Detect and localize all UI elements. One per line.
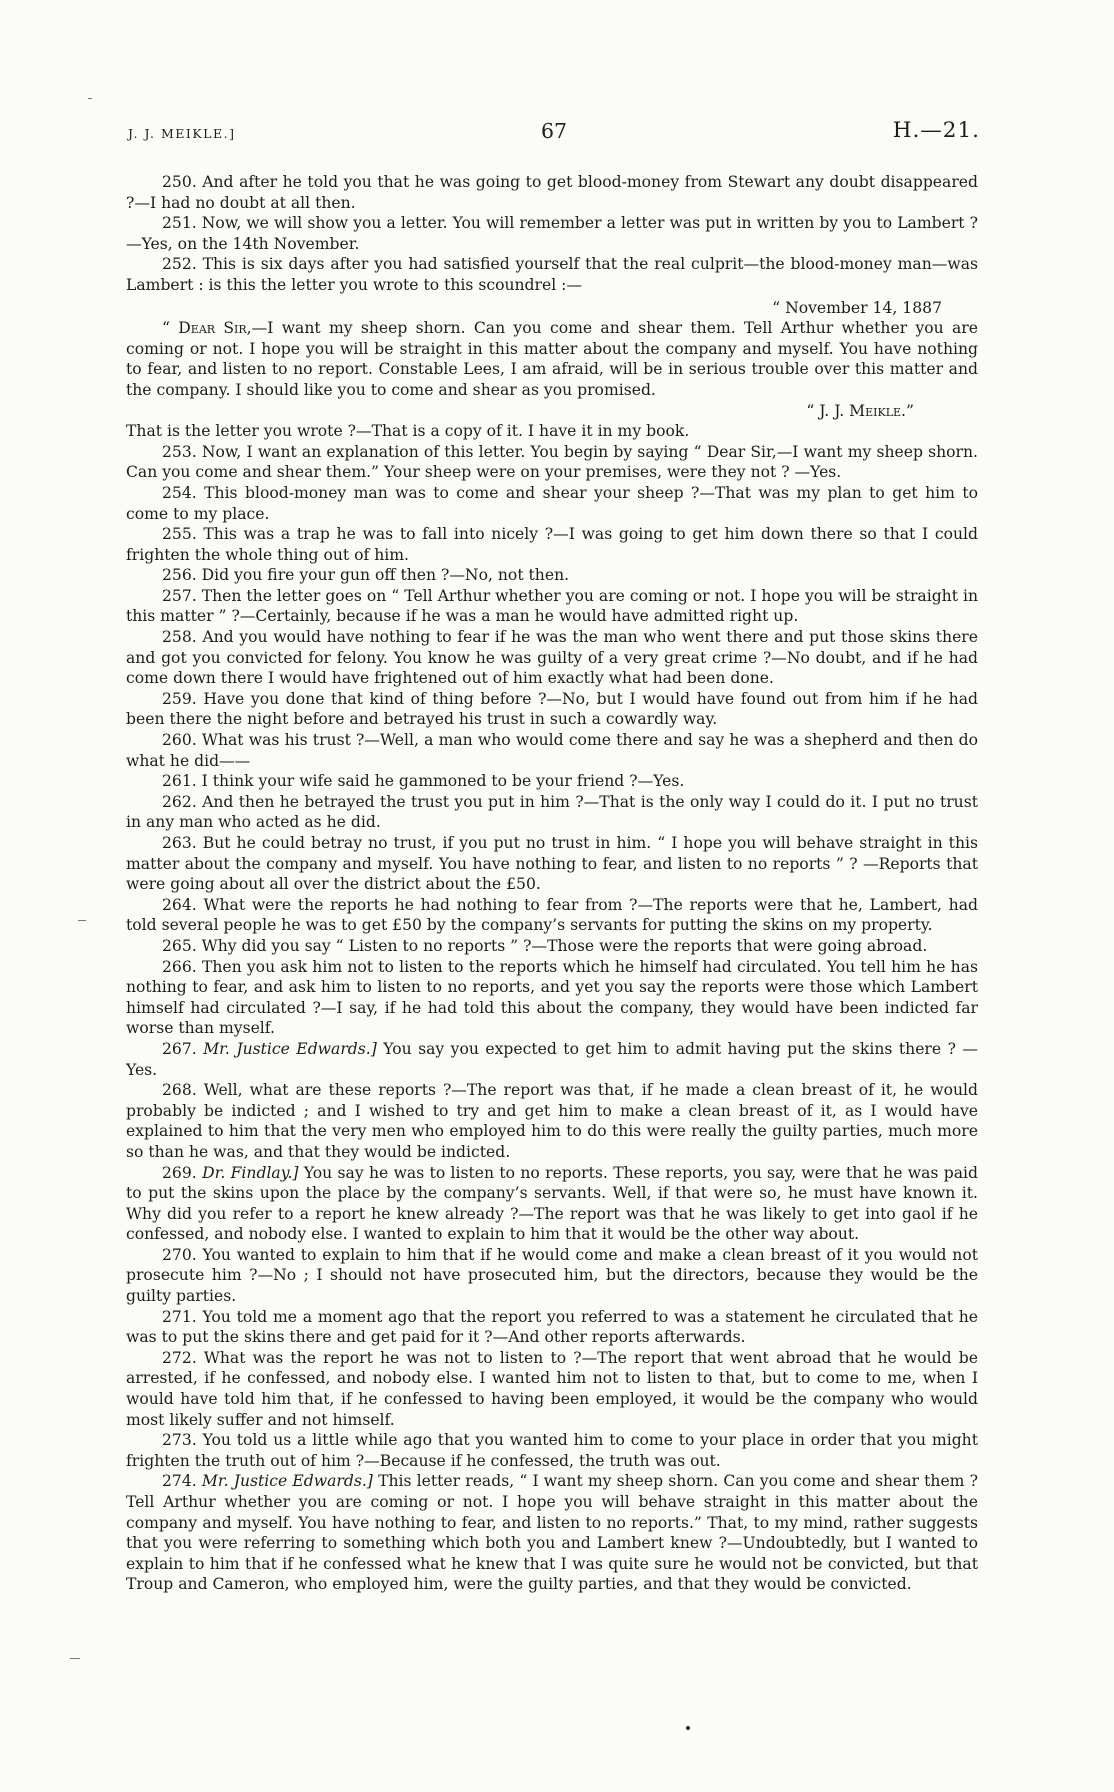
- paragraph-255: 255. This was a trap he was to fall into nicely ?—I was going to get him down there so that I could frighten the whole thing out of him.: [126, 525, 978, 564]
- page-number: 67: [540, 119, 568, 143]
- header-witness-name: J. J. MEIKLE.]: [128, 126, 236, 141]
- speaker-name: Mr. Justice Edwards.]: [201, 1472, 373, 1491]
- paragraph-letter-answer: That is the letter you wrote ?—That is a copy of it. I have it in my book.: [126, 422, 690, 441]
- paragraph-252: 252. This is six days after you had satisfied yourself that the real culprit—the blood-money man—was Lambert : is this the letter you wrote to this scoundrel :—: [126, 255, 978, 294]
- paragraph-267: [126, 1039, 978, 1080]
- margin-speck: [78, 920, 86, 921]
- speaker-name: Mr. Justice Edwards.]: [203, 1039, 377, 1058]
- speaker-name: Dr. Findlay.]: [202, 1163, 299, 1182]
- transcript-body: [126, 172, 978, 1595]
- paragraph-257: 257. Then the letter goes on “ Tell Arthur whether you are coming or not. I hope you will be straight in this matter ” ?—Certainly, because if he was a man he would have admitted right up.: [126, 586, 978, 626]
- paragraph-text: This letter reads, “ I want my sheep shorn. Can you come and shear them ? Tell Arthur whether you are coming or not. I hope you will behave straight in this matter about the company and myself. You have nothing to fear, and listen to no reports.” That, to my mind, rather suggests that you were referring to something which both you and Lambert knew ?—Undoubtedly, but I wanted to explain to him that if he confessed what he knew that I was quite sure he would not be convicted, but that Troup and Cameron, who employed him, were the guilty parties, and that they would be convicted.: [126, 1472, 978, 1594]
- paragraph-271: 271. You told me a moment ago that the report you referred to was a statement he circulated that he was to put the skins there and get paid for it ?—And other reports afterwards.: [126, 1307, 978, 1347]
- question-number: 274.: [162, 1472, 197, 1491]
- margin-speck: [70, 1658, 80, 1659]
- paragraph-270: 270. You wanted to explain to him that if he would come and make a clean breast of it you would not prosecute him ?—No ; I should not have prosecuted him, but the directors, because they would be the guilty parties.: [126, 1245, 978, 1306]
- letter-signature: [126, 401, 978, 422]
- paragraph-258: 258. And you would have nothing to fear if he was the man who went there and put those skins there and got you convicted for felony. You know he was guilty of a very great crime ?—No doubt, and if he had come down there I would have frightened out of him exactly what had been done.: [126, 628, 978, 688]
- paragraph-253: 253. Now, I want an explanation of this letter. You begin by saying “ Dear Sir,—I want my sheep shorn. Can you come and shear them.” Your sheep were on your premises, were they not ? —Yes.: [126, 442, 978, 482]
- paragraph-text: You say you expected to get him to admit having put the skins there ? —Yes.: [126, 1039, 978, 1079]
- document-reference: H.—21.: [892, 118, 980, 143]
- paragraph-text: You say he was to listen to no reports. These reports, you say, were that he was paid to put the skins upon the place by the company’s servants. Well, if that were so, he must have known it. Why did you refer to a report he knew already ?—The report was that he was likely to get into gaol if he confessed, and nobody else. I wanted to explain to him that it would be the other way about.: [126, 1163, 978, 1244]
- paragraph-263: 263. But he could betray no trust, if you put no trust in him. “ I hope you will behave straight in this matter about the company and myself. You have nothing to fear, and listen to no reports ” ? —Reports that were going about all over the district about the £50.: [126, 834, 978, 894]
- paragraph-261: 261. I think your wife said he gammoned to be your friend ?—Yes.: [162, 772, 685, 791]
- paragraph-264: 264. What were the reports he had nothing to fear from ?—The reports were that he, Lambert, had told several people he was to get £50 by the company’s servants for putting the skins on my property.: [126, 895, 978, 935]
- paragraph-251: 251. Now, we will show you a letter. You will remember a letter was put in written by you to Lambert ?—Yes, on the 14th November.: [126, 214, 978, 253]
- paragraph-268: 268. Well, what are these reports ?—The report was that, if he made a clean breast of it, he would probably be indicted ; and I wished to try and get him to make a clean breast of it, as I would have explained to him that the very men who employed him to do this were really the guilty parties, much more so than he was, and that they would be indicted.: [126, 1081, 978, 1161]
- paragraph-272: 272. What was the report he was not to listen to ?—The report that went abroad that he would be arrested, if he confessed, and nobody else. I wanted him not to listen to that, but to come to me, when I would have told him that, if he confessed to having been employed, it would be the company who would most likely suffer and not himself.: [126, 1348, 978, 1429]
- page-speck: [686, 1726, 690, 1730]
- paragraph-256: 256. Did you fire your gun off then ?—No, not then.: [162, 566, 570, 585]
- question-number: 267.: [162, 1039, 197, 1058]
- letter-date: “ November 14, 1887: [772, 298, 942, 317]
- paragraph-259: 259. Have you done that kind of thing before ?—No, but I would have found out from him if he had been there the night before and betrayed his trust in such a cowardly way.: [126, 689, 978, 729]
- paragraph-266: 266. Then you ask him not to listen to the reports which he himself had circulated. You tell him he has nothing to fear, and ask him to listen to no reports, and yet you say the reports were those which Lambert himself had circulated ?—I say, if he had told this about the company, they would have been indicted far worse than myself.: [126, 957, 978, 1038]
- paragraph-274: [126, 1471, 978, 1595]
- paragraph-254: 254. This blood-money man was to come and shear your sheep ?—That was my plan to get him to come to my place.: [126, 483, 978, 523]
- question-number: 269.: [162, 1163, 197, 1182]
- paragraph-262: 262. And then he betrayed the trust you put in him ?—That is the only way I could do it. I put no trust in any man who acted as he did.: [126, 792, 978, 832]
- paragraph-260: 260. What was his trust ?—Well, a man who would come there and say he was a shepherd and then do what he did——: [126, 731, 978, 770]
- paragraph-269: [126, 1163, 978, 1245]
- letter-salutation: “ Dear Sir,: [162, 319, 252, 338]
- signature-name: “ J. J. Meikle.”: [806, 401, 914, 420]
- paragraph-273: 273. You told us a little while ago that you wanted him to come to your place in order that you might frighten the truth out of him ?—Because if he confessed, the truth was out.: [126, 1431, 978, 1470]
- paragraph-250: 250. And after he told you that he was going to get blood-money from Stewart any doubt disappeared ?—I had no doubt at all then.: [126, 173, 978, 212]
- letter-body: [126, 318, 978, 400]
- letter-text: —I want my sheep shorn. Can you come and shear them. Tell Arthur whether you are coming or not. I hope you will be straight in this matter about the company and myself. You have nothing to fear, and listen to no report. Constable Lees, I am afraid, will be in serious trouble over this matter and the company. I should like you to come and shear as you promised.: [126, 319, 978, 399]
- page-header: [128, 108, 980, 144]
- margin-speck: [88, 98, 92, 99]
- paragraph-265: 265. Why did you say “ Listen to no reports ” ?—Those were the reports that were going abroad.: [162, 936, 928, 955]
